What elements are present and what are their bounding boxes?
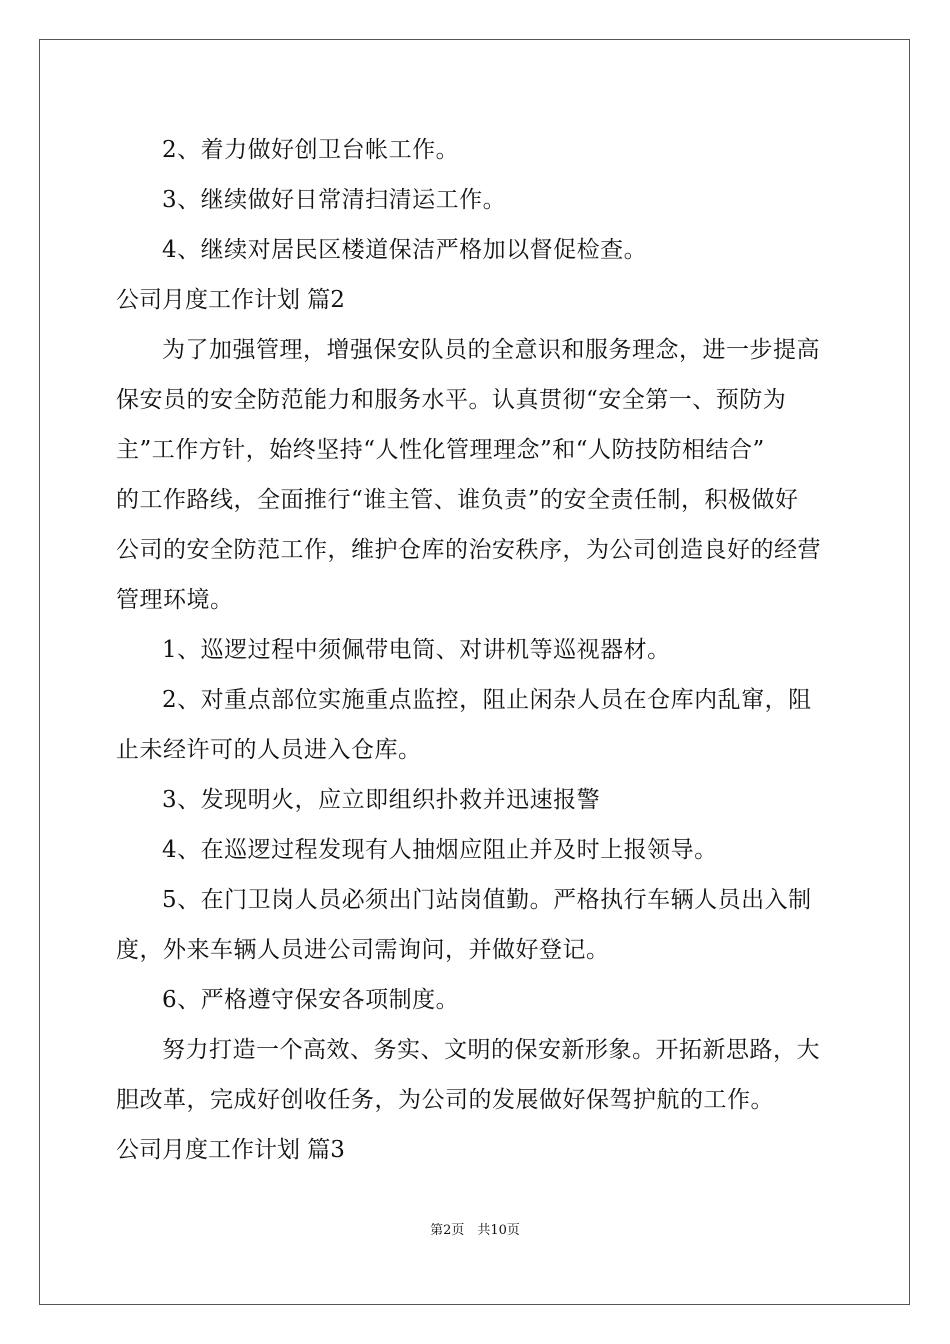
- paragraph-line: 胆改革，完成好创收任务，为公司的发展做好保驾护航的工作。: [116, 1087, 774, 1113]
- list-item: 止未经许可的人员进入仓库。: [116, 737, 422, 763]
- paragraph-line: 管理环境。: [116, 587, 234, 613]
- list-item: 5、在门卫岗人员必须出门站岗值勤。严格执行车辆人员出入制: [162, 887, 812, 913]
- page-border: [39, 39, 910, 1305]
- list-item: 3、发现明火，应立即组织扑救并迅速报警: [162, 787, 601, 813]
- list-item: 2、对重点部位实施重点监控，阻止闲杂人员在仓库内乱窜，阻: [162, 687, 812, 713]
- list-item: 度，外来车辆人员进公司需询问，并做好登记。: [116, 937, 610, 963]
- list-item: 4、在巡逻过程发现有人抽烟应阻止并及时上报领导。: [162, 837, 718, 863]
- list-item: 2、着力做好创卫台帐工作。: [162, 137, 460, 163]
- paragraph-line: 主”工作方针，始终坚持“人性化管理理念”和“人防技防相结合”: [116, 437, 765, 463]
- paragraph-line: 为了加强管理，增强保安队员的全意识和服务理念，进一步提高: [162, 337, 820, 363]
- paragraph-line: 公司的安全防范工作，维护仓库的治安秩序，为公司创造良好的经营: [116, 537, 821, 563]
- paragraph-line: 的工作路线，全面推行“谁主管、谁负责”的安全责任制，积极做好: [116, 487, 799, 513]
- section-heading: 公司月度工作计划 篇3: [116, 1137, 345, 1163]
- section-heading: 公司月度工作计划 篇2: [116, 287, 345, 313]
- list-item: 6、严格遵守保安各项制度。: [162, 987, 460, 1013]
- list-item: 3、继续做好日常清扫清运工作。: [162, 187, 507, 213]
- paragraph-line: 努力打造一个高效、务实、文明的保安新形象。开拓新思路，大: [162, 1037, 820, 1063]
- page-footer: 第2页 共10页: [430, 1223, 520, 1238]
- paragraph-line: 保安员的安全防范能力和服务水平。认真贯彻“安全第一、预防为: [116, 387, 787, 413]
- list-item: 1、巡逻过程中须佩带电筒、对讲机等巡视器材。: [162, 637, 671, 663]
- list-item: 4、继续对居民区楼道保洁严格加以督促检查。: [162, 237, 648, 263]
